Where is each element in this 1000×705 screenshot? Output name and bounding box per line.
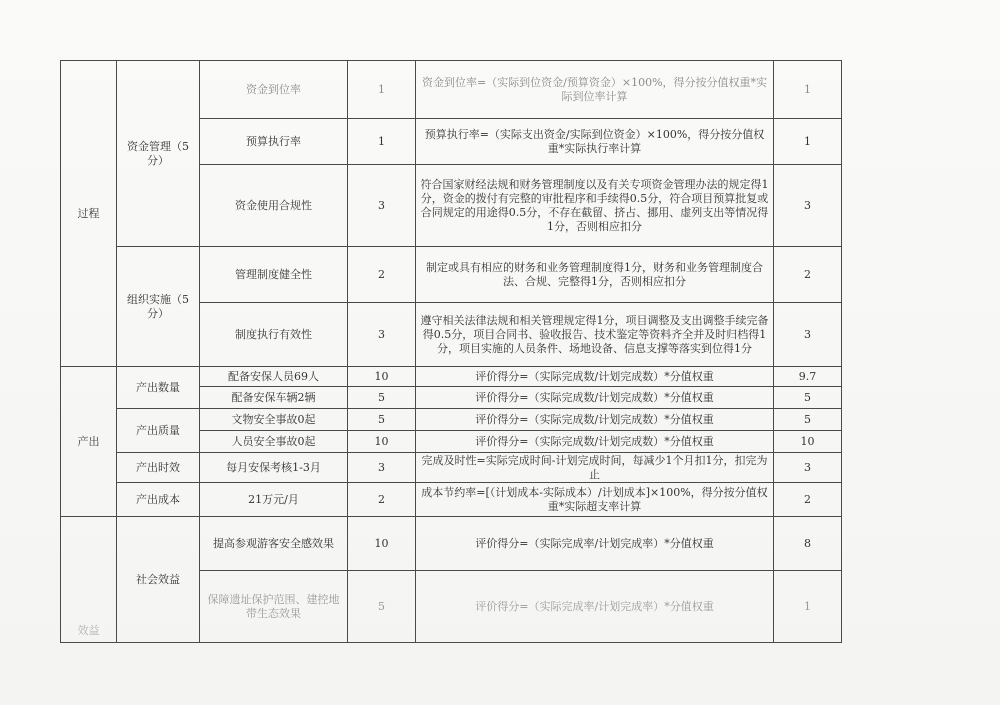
indicator-score: 3 xyxy=(774,453,842,483)
scoring-method: 评价得分=（实际完成数/计划完成数）*分值权重 xyxy=(416,367,774,387)
indicator-score: 2 xyxy=(774,247,842,303)
indicator-name: 管理制度健全性 xyxy=(200,247,348,303)
table-row xyxy=(61,367,842,387)
indicator-name: 21万元/月 xyxy=(200,483,348,517)
scoring-method: 资金到位率=（实际到位资金/预算资金）×100%，得分按分值权重*实际到位率计算 xyxy=(416,61,774,119)
scoring-method: 评价得分=（实际完成数/计划完成数）*分值权重 xyxy=(416,387,774,409)
level2-org: 组织实施（5分） xyxy=(117,247,200,367)
scoring-method: 评价得分=（实际完成率/计划完成率）*分值权重 xyxy=(416,517,774,571)
level2-timeliness: 产出时效 xyxy=(117,453,200,483)
indicator-weight: 5 xyxy=(348,409,416,431)
indicator-name: 预算执行率 xyxy=(200,119,348,165)
indicator-weight: 3 xyxy=(348,303,416,367)
indicator-weight: 10 xyxy=(348,431,416,453)
level1-output: 产出 xyxy=(61,367,117,517)
indicator-score: 1 xyxy=(774,571,842,643)
indicator-weight: 10 xyxy=(348,367,416,387)
level2-cost: 产出成本 xyxy=(117,483,200,517)
table-row xyxy=(61,517,842,571)
scoring-method: 制定或具有相应的财务和业务管理制度得1分，财务和业务管理制度合法、合规、完整得1分，否则相应扣分 xyxy=(416,247,774,303)
level1-effect-label: 效益 xyxy=(77,624,100,637)
level2-quantity: 产出数量 xyxy=(117,367,200,409)
table-row xyxy=(61,247,842,303)
indicator-weight: 5 xyxy=(348,387,416,409)
indicator-score: 1 xyxy=(774,61,842,119)
scoring-method: 评价得分=（实际完成率/计划完成率）*分值权重 xyxy=(416,571,774,643)
level1-effect xyxy=(61,517,117,643)
indicator-name: 人员安全事故0起 xyxy=(200,431,348,453)
level2-social: 社会效益 xyxy=(117,517,200,643)
indicator-weight: 3 xyxy=(348,453,416,483)
indicator-score: 5 xyxy=(774,409,842,431)
indicator-score: 3 xyxy=(774,165,842,247)
scoring-method: 成本节约率=[（计划成本-实际成本）/计划成本]×100%，得分按分值权重*实际超支率计算 xyxy=(416,483,774,517)
indicator-score: 3 xyxy=(774,303,842,367)
level2-quality: 产出质量 xyxy=(117,409,200,453)
indicator-weight: 1 xyxy=(348,119,416,165)
indicator-name: 提高参观游客安全感效果 xyxy=(200,517,348,571)
indicator-weight: 3 xyxy=(348,165,416,247)
performance-evaluation-table xyxy=(60,60,842,643)
indicator-name: 配备安保车辆2辆 xyxy=(200,387,348,409)
level1-process: 过程 xyxy=(61,61,117,367)
indicator-name: 资金使用合规性 xyxy=(200,165,348,247)
indicator-name: 文物安全事故0起 xyxy=(200,409,348,431)
table-row xyxy=(61,453,842,483)
indicator-name: 每月安保考核1-3月 xyxy=(200,453,348,483)
scoring-method: 完成及时性=实际完成时间-计划完成时间，每减少1个月扣1分，扣完为止 xyxy=(416,453,774,483)
table-row xyxy=(61,483,842,517)
indicator-score: 1 xyxy=(774,119,842,165)
scoring-method: 评价得分=（实际完成数/计划完成数）*分值权重 xyxy=(416,431,774,453)
indicator-name: 配备安保人员69人 xyxy=(200,367,348,387)
indicator-weight: 2 xyxy=(348,247,416,303)
indicator-score: 8 xyxy=(774,517,842,571)
indicator-name: 制度执行有效性 xyxy=(200,303,348,367)
scoring-method: 预算执行率=（实际支出资金/实际到位资金）×100%，得分按分值权重*实际执行率计算 xyxy=(416,119,774,165)
indicator-weight: 10 xyxy=(348,517,416,571)
scoring-method: 符合国家财经法规和财务管理制度以及有关专项资金管理办法的规定得1分，资金的拨付有完整的审批程序和手续得0.5分，符合项目预算批复或合同规定的用途得0.5分，不存在截留、挤占、挪用、虚列支出等情况得1分，否则相应扣分 xyxy=(416,165,774,247)
scoring-method: 评价得分=（实际完成数/计划完成数）*分值权重 xyxy=(416,409,774,431)
indicator-weight: 2 xyxy=(348,483,416,517)
indicator-weight: 5 xyxy=(348,571,416,643)
level2-funds: 资金管理（5分） xyxy=(117,61,200,247)
indicator-name: 保障遗址保护范围、建控地带生态效果 xyxy=(200,571,348,643)
indicator-score: 5 xyxy=(774,387,842,409)
indicator-score: 10 xyxy=(774,431,842,453)
indicator-score: 2 xyxy=(774,483,842,517)
indicator-score: 9.7 xyxy=(774,367,842,387)
table-row xyxy=(61,409,842,431)
indicator-weight: 1 xyxy=(348,61,416,119)
scoring-method: 遵守相关法律法规和相关管理规定得1分，项目调整及支出调整手续完备得0.5分，项目合同书、验收报告、技术鉴定等资料齐全并及时归档得1分，项目实施的人员条件、场地设备、信息支撑等落实到位得1分 xyxy=(416,303,774,367)
table-row xyxy=(61,61,842,119)
indicator-name: 资金到位率 xyxy=(200,61,348,119)
